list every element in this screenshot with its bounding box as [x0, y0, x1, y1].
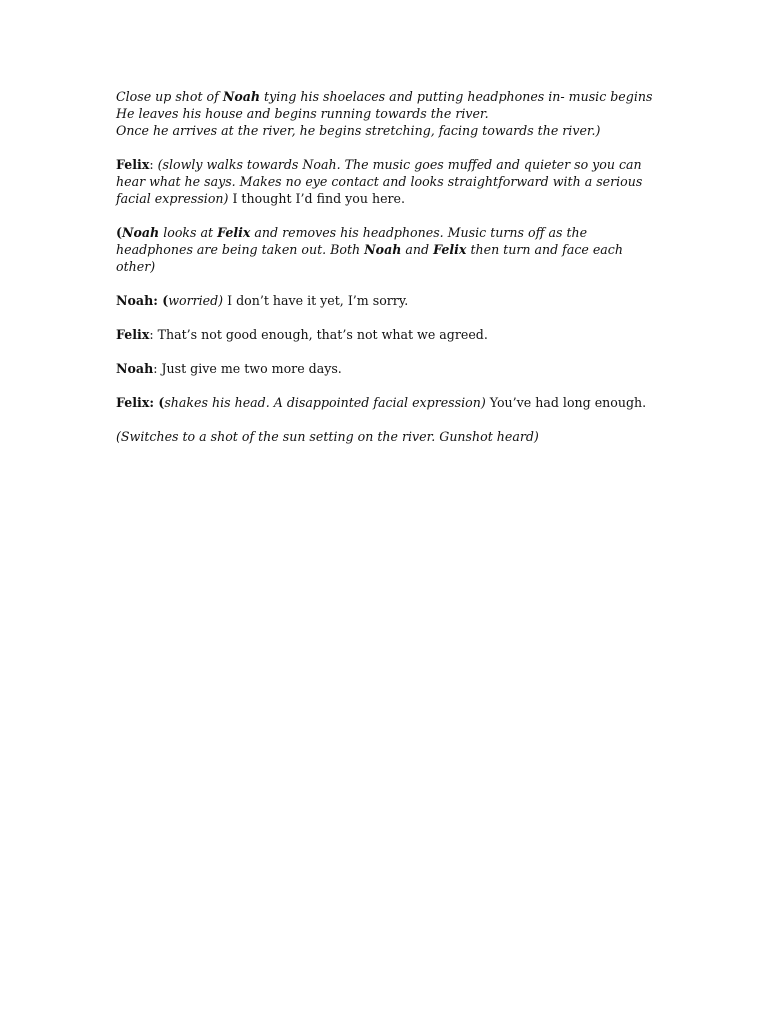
text-line [116, 326, 656, 343]
speaker-colon: : ( [153, 293, 169, 308]
speaker-name: Felix [116, 157, 150, 172]
speaker-colon: : [149, 157, 158, 172]
stage-direction: hear what he says. Makes no eye contact and looks straightforward with a serious [116, 174, 643, 189]
speaker-name: Noah [116, 293, 154, 308]
text-line [116, 190, 656, 207]
text-line [116, 122, 656, 139]
stage-direction: shakes his head. A disappointed facial expression) [164, 395, 486, 410]
text-line [116, 258, 656, 275]
dialogue-line: I thought I’d find you here. [228, 191, 406, 206]
text-line [116, 224, 656, 241]
stage-direction: (slowly walks towards Noah. The music goes muffed and quieter so you can [157, 157, 642, 172]
stage-direction: worried) [168, 293, 224, 308]
character-name-felix: Felix [433, 242, 467, 257]
dialogue-felix-2 [116, 326, 656, 343]
text-line [116, 156, 656, 173]
scene-direction-opening [116, 88, 656, 139]
direction-text: then turn and face each [466, 242, 623, 257]
dialogue-line: You’ve had long enough. [485, 395, 647, 410]
speaker-colon: : ( [149, 395, 165, 410]
speaker-name: Felix [116, 327, 150, 342]
dialogue-felix-3 [116, 394, 656, 411]
speaker-name: Noah [116, 361, 154, 376]
text-line [116, 88, 656, 105]
direction-text: (Switches to a shot of the sun setting on the river. Gunshot heard) [116, 429, 539, 444]
direction-text: and removes his headphones. Music turns off as the [250, 225, 588, 240]
text-line [116, 241, 656, 258]
direction-text: Once he arrives at the river, he begins stretching, facing towards the river.) [116, 123, 601, 138]
direction-text: and [401, 242, 434, 257]
dialogue-line: I don’t have it yet, I’m sorry. [223, 293, 409, 308]
direction-text: He leaves his house and begins running towards the river. [116, 106, 489, 121]
speaker-name: Felix [116, 395, 150, 410]
dialogue-line: : That’s not good enough, that’s not what we agreed. [149, 327, 488, 342]
direction-text: headphones are being taken out. Both [116, 242, 365, 257]
paren: ( [116, 225, 122, 240]
dialogue-line: : Just give me two more days. [153, 361, 342, 376]
character-name-felix: Felix [217, 225, 251, 240]
text-line [116, 292, 656, 309]
text-line [116, 360, 656, 377]
dialogue-noah-1 [116, 292, 656, 309]
stage-direction: facial expression) [116, 191, 229, 206]
text-line [116, 105, 656, 122]
dialogue-noah-2 [116, 360, 656, 377]
direction-text: tying his shoelaces and putting headphones in- music begins [260, 89, 653, 104]
dialogue-felix-1 [116, 156, 656, 207]
text-line [116, 428, 656, 445]
direction-text: other) [116, 259, 156, 274]
script-body [116, 88, 656, 462]
text-line [116, 394, 656, 411]
character-name-noah: Noah [364, 242, 402, 257]
scene-direction-headphones [116, 224, 656, 275]
character-name-noah: Noah [121, 225, 160, 240]
direction-text: looks at [159, 225, 218, 240]
scene-direction-closing [116, 428, 656, 445]
character-name-noah: Noah [222, 89, 261, 104]
text-line [116, 173, 656, 190]
direction-text: Close up shot of [116, 89, 223, 104]
